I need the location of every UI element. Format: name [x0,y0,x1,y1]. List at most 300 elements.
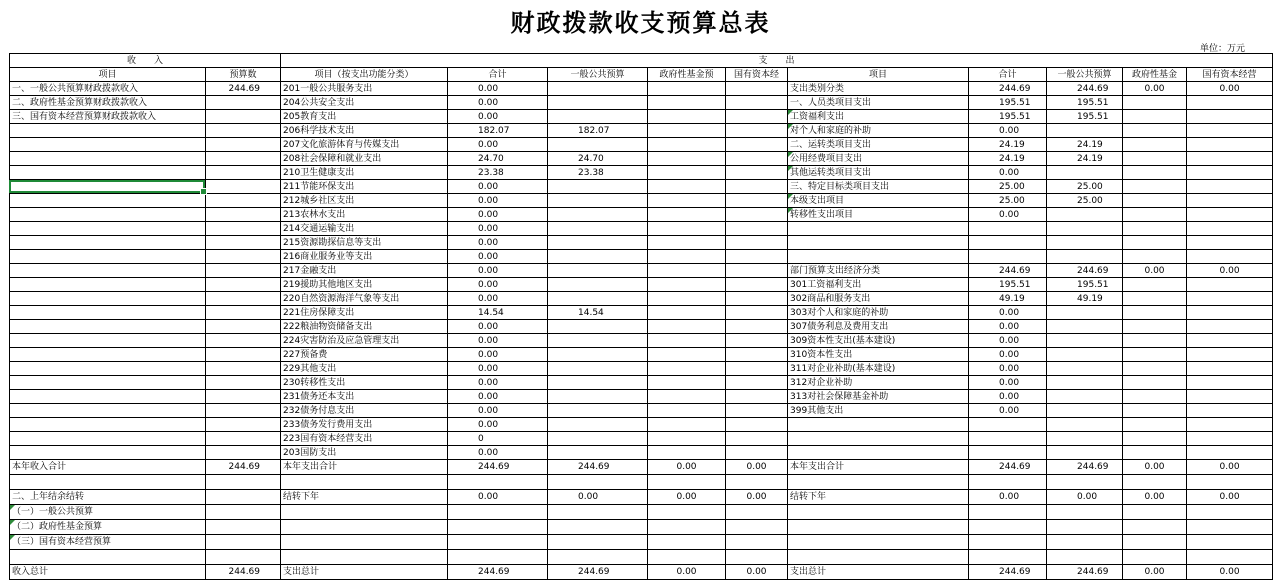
table-cell[interactable] [548,550,648,565]
table-cell[interactable]: 本年支出合计 [281,460,448,475]
table-cell[interactable] [206,390,281,404]
table-cell[interactable] [726,292,788,306]
table-cell[interactable]: 0.00 [969,362,1047,376]
table-cell[interactable] [788,432,969,446]
table-cell[interactable]: 0.00 [969,306,1047,320]
table-cell[interactable]: 结转下年 [788,490,969,505]
table-cell[interactable] [1187,348,1273,362]
table-cell[interactable] [1187,475,1273,490]
table-cell[interactable] [10,278,206,292]
table-cell[interactable] [969,432,1047,446]
table-cell[interactable]: 14.54 [448,306,548,320]
table-cell[interactable] [448,535,548,550]
table-cell[interactable] [548,250,648,264]
table-cell[interactable] [548,194,648,208]
table-cell[interactable] [1187,362,1273,376]
table-cell[interactable]: 其他运转类项目支出 [788,166,969,180]
table-cell[interactable]: 204公共安全支出 [281,96,448,110]
table-cell[interactable]: 二、运转类项目支出 [788,138,969,152]
table-cell[interactable] [1187,432,1273,446]
table-cell[interactable] [1047,505,1123,520]
table-cell[interactable]: 212城乡社区支出 [281,194,448,208]
col-header[interactable]: 预算数 [206,68,281,82]
table-cell[interactable] [726,180,788,194]
table-cell[interactable] [1187,180,1273,194]
table-cell[interactable] [548,320,648,334]
table-cell[interactable]: 0.00 [448,348,548,362]
col-header[interactable]: 合计 [448,68,548,82]
table-cell[interactable]: 182.07 [548,124,648,138]
table-cell[interactable] [726,376,788,390]
table-cell[interactable] [1187,152,1273,166]
table-cell[interactable] [648,535,726,550]
table-cell[interactable] [969,520,1047,535]
table-cell[interactable] [1123,550,1187,565]
table-cell[interactable] [206,535,281,550]
table-cell[interactable]: 220自然资源海洋气象等支出 [281,292,448,306]
table-cell[interactable] [648,446,726,460]
table-cell[interactable] [1123,432,1187,446]
table-cell[interactable]: 195.51 [969,96,1047,110]
table-cell[interactable] [1047,362,1123,376]
table-cell[interactable]: 24.70 [448,152,548,166]
table-cell[interactable] [1187,505,1273,520]
table-cell[interactable] [548,376,648,390]
table-cell[interactable] [1187,222,1273,236]
table-cell[interactable] [726,236,788,250]
table-cell[interactable] [206,166,281,180]
table-cell[interactable]: 224灾害防治及应急管理支出 [281,334,448,348]
table-cell[interactable] [648,404,726,418]
table-cell[interactable] [10,550,206,565]
table-cell[interactable] [10,334,206,348]
table-cell[interactable] [648,376,726,390]
table-cell[interactable]: 0.00 [1123,490,1187,505]
table-cell[interactable]: 0.00 [448,376,548,390]
table-cell[interactable] [648,520,726,535]
table-cell[interactable]: 244.69 [1047,264,1123,278]
table-cell[interactable]: 244.69 [1047,565,1123,580]
table-cell[interactable]: 206科学技术支出 [281,124,448,138]
table-cell[interactable]: 0.00 [969,320,1047,334]
table-cell[interactable] [1187,110,1273,124]
table-cell[interactable] [726,505,788,520]
table-cell[interactable] [726,432,788,446]
table-cell[interactable] [206,278,281,292]
table-cell[interactable]: 0.00 [548,490,648,505]
table-cell[interactable]: 0.00 [1123,264,1187,278]
table-cell[interactable] [281,550,448,565]
table-cell[interactable]: 0.00 [648,565,726,580]
table-cell[interactable]: 244.69 [548,565,648,580]
table-cell[interactable] [206,490,281,505]
table-cell[interactable]: 0.00 [448,82,548,96]
table-cell[interactable] [726,475,788,490]
table-cell[interactable] [648,138,726,152]
table-cell[interactable]: 195.51 [1047,96,1123,110]
table-cell[interactable] [1123,334,1187,348]
table-cell[interactable] [726,446,788,460]
table-cell[interactable] [726,278,788,292]
table-cell[interactable] [1123,376,1187,390]
table-cell[interactable]: 0.00 [1187,490,1273,505]
col-header[interactable]: 国有资本经 [726,68,788,82]
table-cell[interactable] [648,278,726,292]
table-cell[interactable] [1123,520,1187,535]
table-cell[interactable] [788,222,969,236]
table-cell[interactable] [1187,306,1273,320]
table-cell[interactable] [1187,96,1273,110]
table-cell[interactable]: 工资福利支出 [788,110,969,124]
table-cell[interactable] [969,475,1047,490]
table-cell[interactable] [1123,390,1187,404]
table-cell[interactable]: 支出总计 [788,565,969,580]
table-cell[interactable] [1187,550,1273,565]
table-cell[interactable]: 0.00 [448,250,548,264]
table-cell[interactable] [206,250,281,264]
table-cell[interactable] [648,152,726,166]
table-cell[interactable] [206,96,281,110]
table-cell[interactable]: 0.00 [448,320,548,334]
table-cell[interactable]: 24.70 [548,152,648,166]
table-cell[interactable] [10,404,206,418]
table-cell[interactable] [548,208,648,222]
table-cell[interactable]: 0.00 [1187,460,1273,475]
table-cell[interactable] [206,320,281,334]
table-cell[interactable] [648,292,726,306]
table-cell[interactable] [1047,124,1123,138]
table-cell[interactable] [10,236,206,250]
table-cell[interactable] [206,418,281,432]
table-cell[interactable]: 0.00 [448,208,548,222]
table-cell[interactable]: 23.38 [548,166,648,180]
table-cell[interactable] [1187,446,1273,460]
table-cell[interactable]: 182.07 [448,124,548,138]
table-cell[interactable] [1123,278,1187,292]
table-cell[interactable]: 二、上年结余结转 [10,490,206,505]
table-cell[interactable] [726,250,788,264]
table-cell[interactable]: 0.00 [448,404,548,418]
table-cell[interactable]: 0.00 [448,236,548,250]
table-cell[interactable] [1123,166,1187,180]
table-cell[interactable] [726,362,788,376]
table-cell[interactable]: 201一般公共服务支出 [281,82,448,96]
table-cell[interactable]: （二）政府性基金预算 [10,520,206,535]
table-cell[interactable]: 195.51 [1047,110,1123,124]
table-cell[interactable]: 0.00 [969,124,1047,138]
table-cell[interactable] [1047,306,1123,320]
table-cell[interactable]: 24.19 [1047,152,1123,166]
table-cell[interactable] [726,96,788,110]
table-cell[interactable]: 0.00 [1187,565,1273,580]
table-cell[interactable]: 231债务还本支出 [281,390,448,404]
table-cell[interactable] [10,475,206,490]
table-cell[interactable] [206,362,281,376]
table-cell[interactable] [788,475,969,490]
table-cell[interactable]: 0.00 [726,565,788,580]
table-cell[interactable]: 0.00 [448,110,548,124]
table-cell[interactable] [1123,446,1187,460]
table-cell[interactable] [648,110,726,124]
table-cell[interactable] [1123,535,1187,550]
table-cell[interactable] [1123,505,1187,520]
table-cell[interactable]: 399其他支出 [788,404,969,418]
table-cell[interactable]: 302商品和服务支出 [788,292,969,306]
table-cell[interactable] [648,180,726,194]
table-cell[interactable] [281,505,448,520]
table-cell[interactable]: 本年收入合计 [10,460,206,475]
table-cell[interactable] [726,550,788,565]
table-cell[interactable] [548,362,648,376]
table-cell[interactable] [1047,520,1123,535]
table-cell[interactable]: 309资本性支出(基本建设) [788,334,969,348]
table-cell[interactable]: 244.69 [206,565,281,580]
table-cell[interactable] [1187,535,1273,550]
table-cell[interactable] [548,138,648,152]
table-cell[interactable]: （一）一般公共预算 [10,505,206,520]
table-cell[interactable] [10,138,206,152]
table-cell[interactable]: 0.00 [648,460,726,475]
table-cell[interactable] [548,505,648,520]
table-cell[interactable] [1187,124,1273,138]
table-cell[interactable] [281,475,448,490]
table-cell[interactable] [10,348,206,362]
table-cell[interactable]: 222粮油物资储备支出 [281,320,448,334]
table-cell[interactable] [1187,194,1273,208]
table-cell[interactable] [648,550,726,565]
table-cell[interactable] [1047,222,1123,236]
table-cell[interactable] [548,264,648,278]
table-cell[interactable] [206,208,281,222]
table-cell[interactable]: 223国有资本经营支出 [281,432,448,446]
table-cell[interactable] [726,152,788,166]
table-cell[interactable]: 0.00 [448,362,548,376]
col-header[interactable]: 项目 [788,68,969,82]
table-cell[interactable] [1123,110,1187,124]
table-cell[interactable]: 0.00 [969,376,1047,390]
table-cell[interactable] [1187,292,1273,306]
table-cell[interactable]: 216商业服务业等支出 [281,250,448,264]
table-cell[interactable]: 229其他支出 [281,362,448,376]
table-cell[interactable]: 0.00 [726,490,788,505]
table-cell[interactable] [206,520,281,535]
table-cell[interactable] [1123,222,1187,236]
table-cell[interactable] [1047,390,1123,404]
table-cell[interactable]: 本年支出合计 [788,460,969,475]
table-cell[interactable] [969,446,1047,460]
table-cell[interactable] [648,208,726,222]
table-cell[interactable] [969,222,1047,236]
table-cell[interactable] [726,110,788,124]
table-cell[interactable]: 支出类别分类 [788,82,969,96]
table-cell[interactable] [548,236,648,250]
table-cell[interactable] [1047,166,1123,180]
table-cell[interactable] [726,166,788,180]
table-cell[interactable] [1187,166,1273,180]
table-cell[interactable] [206,124,281,138]
table-cell[interactable]: 207文化旅游体育与传媒支出 [281,138,448,152]
table-cell[interactable] [10,390,206,404]
table-cell[interactable] [548,334,648,348]
table-cell[interactable] [648,82,726,96]
table-cell[interactable]: 0.00 [448,418,548,432]
table-cell[interactable] [206,264,281,278]
table-cell[interactable]: 0.00 [448,446,548,460]
table-cell[interactable] [1047,446,1123,460]
table-cell[interactable] [1123,306,1187,320]
table-cell[interactable] [10,250,206,264]
col-header[interactable]: 合计 [969,68,1047,82]
table-cell[interactable]: 0.00 [448,222,548,236]
table-cell[interactable]: 215资源勘探信息等支出 [281,236,448,250]
table-cell[interactable] [1123,292,1187,306]
table-cell[interactable]: 0.00 [969,348,1047,362]
table-cell[interactable] [648,236,726,250]
table-cell[interactable] [206,306,281,320]
table-cell[interactable] [1187,236,1273,250]
table-cell[interactable] [206,292,281,306]
table-cell[interactable]: 307债务利息及费用支出 [788,320,969,334]
table-cell[interactable]: 0.00 [1123,460,1187,475]
table-cell[interactable] [726,208,788,222]
table-cell[interactable] [206,404,281,418]
table-cell[interactable] [648,362,726,376]
table-cell[interactable]: 244.69 [969,565,1047,580]
table-cell[interactable] [648,124,726,138]
table-cell[interactable]: 313对社会保障基金补助 [788,390,969,404]
table-cell[interactable] [648,194,726,208]
table-cell[interactable] [1187,376,1273,390]
table-cell[interactable] [548,110,648,124]
table-cell[interactable]: 24.19 [1047,138,1123,152]
table-cell[interactable] [648,320,726,334]
table-cell[interactable]: 三、特定目标类项目支出 [788,180,969,194]
table-cell[interactable] [726,194,788,208]
table-cell[interactable] [1123,362,1187,376]
table-cell[interactable]: 195.51 [1047,278,1123,292]
table-cell[interactable] [206,505,281,520]
table-cell[interactable]: 303对个人和家庭的补助 [788,306,969,320]
table-cell[interactable]: 24.19 [969,138,1047,152]
table-cell[interactable] [10,306,206,320]
table-cell[interactable] [1123,320,1187,334]
table-cell[interactable]: 210卫生健康支出 [281,166,448,180]
table-cell[interactable]: 0.00 [448,96,548,110]
table-cell[interactable] [1047,236,1123,250]
table-cell[interactable] [1187,520,1273,535]
table-cell[interactable] [10,180,206,194]
table-cell[interactable]: 244.69 [448,565,548,580]
table-cell[interactable]: 0.00 [1123,82,1187,96]
table-cell[interactable] [726,124,788,138]
table-cell[interactable] [1123,236,1187,250]
table-cell[interactable]: 0.00 [969,166,1047,180]
table-cell[interactable]: 25.00 [1047,180,1123,194]
table-cell[interactable] [726,418,788,432]
table-cell[interactable]: 0.00 [1047,490,1123,505]
col-header[interactable]: 一般公共预算 [1047,68,1123,82]
table-cell[interactable] [206,348,281,362]
table-cell[interactable] [648,432,726,446]
table-cell[interactable] [1187,404,1273,418]
table-cell[interactable]: 203国防支出 [281,446,448,460]
table-cell[interactable]: 14.54 [548,306,648,320]
table-cell[interactable] [548,418,648,432]
table-cell[interactable] [648,418,726,432]
table-cell[interactable] [548,222,648,236]
table-cell[interactable] [548,446,648,460]
table-cell[interactable] [206,334,281,348]
table-cell[interactable]: 收入总计 [10,565,206,580]
table-cell[interactable] [969,250,1047,264]
table-cell[interactable]: 219援助其他地区支出 [281,278,448,292]
table-cell[interactable]: 311对企业补助(基本建设) [788,362,969,376]
table-cell[interactable] [1047,334,1123,348]
table-cell[interactable] [1047,418,1123,432]
table-cell[interactable]: 0.00 [448,278,548,292]
table-cell[interactable] [788,236,969,250]
table-cell[interactable] [788,418,969,432]
table-cell[interactable]: 0.00 [448,390,548,404]
table-cell[interactable] [648,505,726,520]
table-cell[interactable]: 227预备费 [281,348,448,362]
table-cell[interactable]: 0.00 [448,180,548,194]
table-cell[interactable]: 0.00 [1187,82,1273,96]
table-cell[interactable]: 244.69 [206,460,281,475]
table-cell[interactable]: 0.00 [448,194,548,208]
table-cell[interactable] [206,376,281,390]
table-cell[interactable]: 23.38 [448,166,548,180]
table-cell[interactable] [281,535,448,550]
table-cell[interactable]: 49.19 [1047,292,1123,306]
table-cell[interactable] [1123,418,1187,432]
table-cell[interactable] [1047,348,1123,362]
table-cell[interactable] [726,320,788,334]
table-cell[interactable] [10,166,206,180]
table-cell[interactable] [1187,390,1273,404]
table-cell[interactable]: 49.19 [969,292,1047,306]
table-cell[interactable]: 244.69 [206,82,281,96]
table-cell[interactable]: 244.69 [548,460,648,475]
table-cell[interactable]: 25.00 [969,180,1047,194]
table-cell[interactable] [1047,475,1123,490]
table-cell[interactable] [548,180,648,194]
table-cell[interactable]: 244.69 [969,264,1047,278]
table-cell[interactable]: 214交通运输支出 [281,222,448,236]
table-cell[interactable]: 0.00 [448,292,548,306]
table-cell[interactable] [548,535,648,550]
table-cell[interactable]: 244.69 [969,460,1047,475]
col-header[interactable]: 项目（按支出功能分类） [281,68,448,82]
table-cell[interactable] [448,475,548,490]
table-cell[interactable]: 0.00 [1187,264,1273,278]
table-cell[interactable] [969,236,1047,250]
table-cell[interactable]: 0.00 [969,208,1047,222]
table-cell[interactable] [448,520,548,535]
table-cell[interactable] [648,264,726,278]
table-cell[interactable] [726,348,788,362]
table-cell[interactable] [1187,208,1273,222]
table-cell[interactable] [1123,152,1187,166]
table-cell[interactable] [648,348,726,362]
table-cell[interactable]: 本级支出项目 [788,194,969,208]
table-cell[interactable]: 244.69 [969,82,1047,96]
table-cell[interactable] [10,376,206,390]
table-cell[interactable] [548,96,648,110]
table-cell[interactable] [648,475,726,490]
table-cell[interactable] [1123,208,1187,222]
table-cell[interactable] [10,362,206,376]
